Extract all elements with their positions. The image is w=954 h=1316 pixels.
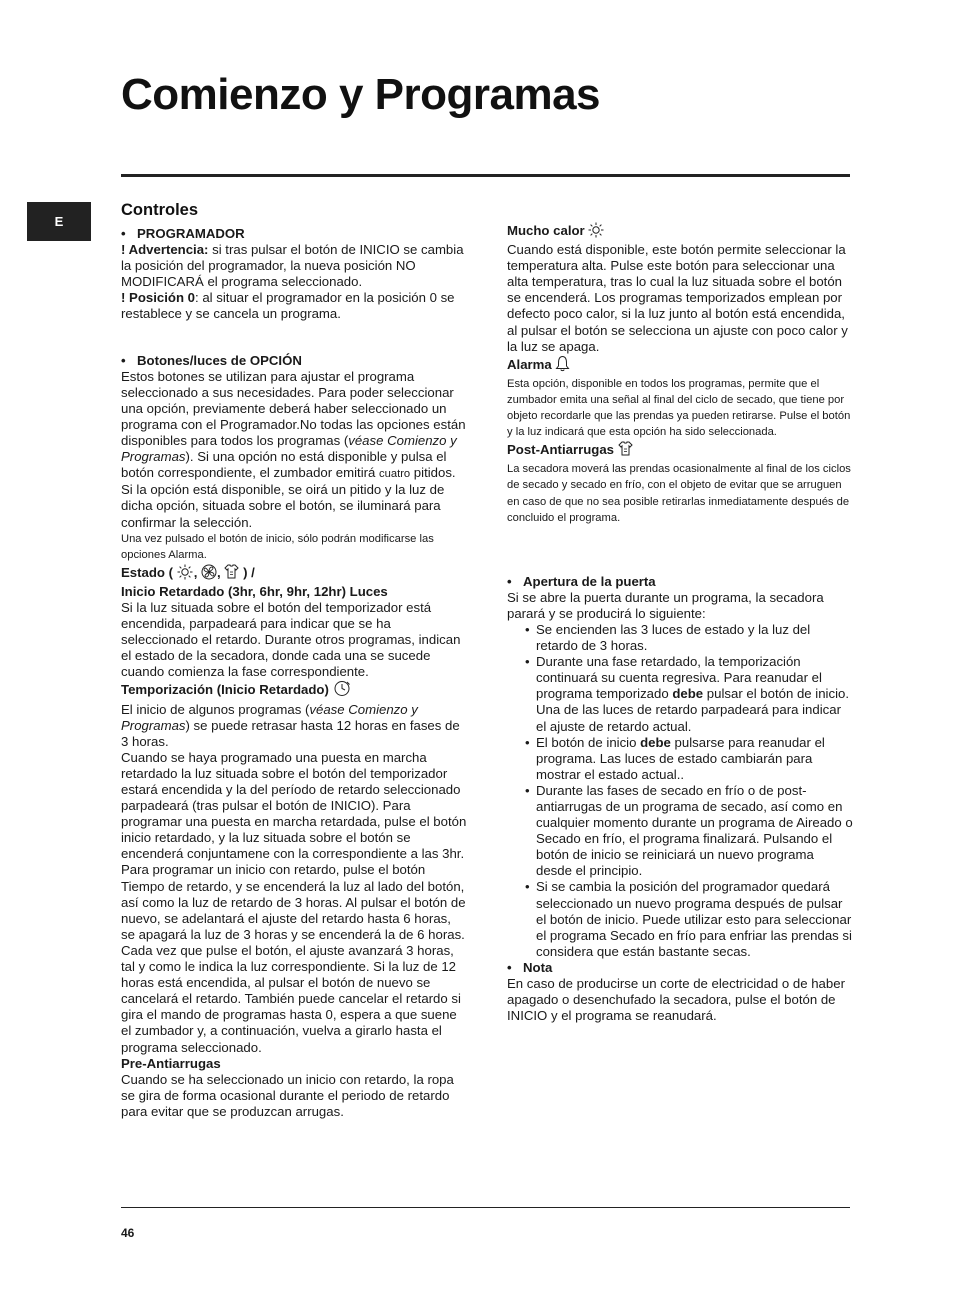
alarma-text: Esta opción, disponible en todos los programas, permite que el zumbador emita una señal al final del ciclo de secado, que tiene por objeto recordarle que las prendas ya pueden retirarse. Pulse el botón y la luz indicará que esta opción ha sido seleccionada. [507,377,851,439]
post-antiarrugas-label: Post-Antiarrugas [507,442,614,458]
estado-open: Estado ( [121,564,174,580]
temp-paragraph-1 [121,702,467,750]
nota-heading: • Nota [507,960,853,976]
mucho-calor-heading [507,222,853,242]
botones-note: Una vez pulsado el botón de inicio, sólo podrán modificarse las opciones Alarma. [121,532,434,561]
section-title: Controles [121,201,199,219]
top-divider [121,174,850,177]
temporizacion-heading [121,680,467,701]
list-item [507,735,853,783]
sun-icon [177,564,194,584]
list-item: • Se encienden las 3 luces de estado y la luz del retardo de 3 horas. [507,622,853,654]
botones-text-3: pitidos. Si la opción está disponible, se oirá un pitido y la luz de dicha opción, situada sobre el botón, se iluminará para confirmar la selección. [121,465,456,530]
estado-close: ) / [243,564,255,580]
posicion-text: : al situar el programador en la posición 0 se restablece y se cancela un programa. [121,290,455,322]
post-antiarrugas-heading [507,440,853,461]
pre-antiarrugas-heading: Pre-Antiarrugas [121,1055,221,1071]
apertura-list [507,622,853,960]
b3-text-b: pulsarse para reanudar el programa. Las luces de estado cambiarán para mostrar el estado actual.. [536,734,825,782]
sun-icon [588,222,605,242]
estado-heading [121,563,467,584]
programador-heading: • PROGRAMADOR [121,226,467,242]
language-tab: E [27,202,91,241]
b2-text-b: pulsar el botón de inicio. [703,686,850,702]
posicion-paragraph [121,290,467,322]
shirt-icon [618,440,633,461]
spacer [507,526,853,556]
bottom-divider [121,1207,850,1208]
posicion-label: ! Posición 0 [121,290,196,306]
apertura-heading: • Apertura de la puerta [507,574,853,590]
temp-text-1: El inicio de algunos programas ( [121,701,310,717]
advertencia-text: si tras pulsar el botón de INICIO se cambia la posición del programador, la nueva posición NO MODIFICARÁ el programa seleccionado. [121,242,464,290]
temp-text-2: ) se puede retrasar hasta 12 horas en fases de 3 horas. [121,717,460,749]
b3-bold: debe [640,734,671,750]
advertencia-label: ! Advertencia: [121,242,209,258]
left-column [121,226,467,1120]
mucho-calor-label: Mucho calor [507,223,585,238]
right-column [507,222,853,1024]
b2-text-a: Durante una fase retardado, la temporización continuará su cuenta regresiva. Para reanudar el programa temporizado [536,654,822,702]
estado-sep-2: , [217,564,221,580]
spacer [121,323,467,353]
botones-cuatro: cuatro [379,468,411,481]
apertura-text: Si se abre la puerta durante un programa, la secadora parará y se producirá lo siguiente: [507,589,824,621]
temporizacion-label: Temporización (Inicio Retardado) [121,682,329,698]
post-antiarrugas-text: La secadora moverá las prendas ocasionalmente al final de los ciclos de secado y secado en frío, con el objeto de evitar que se arruguen en caso de que no sea posible retirarlas inmediatamente después de concluido el programa. [507,463,851,524]
botones-heading: • Botones/luces de OPCIÓN [121,353,467,369]
alarma-heading [507,355,853,376]
bell-icon [555,355,570,376]
list-item: • Durante las fases de secado en frío o de post-antiarrugas de un programa de secado, así como en cualquier momento durante un programa de Aireado o Secado en frío, el programa finalizará. Pulsando el botón de inicio se reiniciará un nuevo programa desde el principio. [507,783,853,880]
retardado-heading: Inicio Retardado (3hr, 6hr, 9hr, 12hr) Luces [121,583,388,599]
nota-text: En caso de producirse un corte de electricidad o de haber apagado o desenchufado la secadora, pulse el botón de INICIO y el programa se reanudará. [507,976,845,1024]
botones-paragraph [121,369,467,531]
botones-text-2: ). Si una opción no está disponible y pulsa el botón correspondiente, el zumbador emitirá [121,449,447,481]
botones-italic: véase Comienzo y Programas [121,433,457,465]
estado-text: Si la luz situada sobre el botón del temporizador está encendida, parpadeará para indicar que se ha seleccionado el retardo. Durante otros programas, indican el estado de la secadora, donde cada una se sucede cuando comienza la fase correspondiente. [121,599,461,680]
list-item: • Si se cambia la posición del programador quedará seleccionado un nuevo programa después de pulsar el botón de inicio. Puede utilizar esto para seleccionar el programa Secado en frío para enfriar las prendas si considera que están bastante secas. [507,879,853,959]
pre-antiarrugas-text: Cuando se ha seleccionado un inicio con retardo, la ropa se gira de forma ocasional durante el periodo de retardo para evitar que se produzcan arrugas. [121,1071,454,1119]
b2-text-c: Una de las luces de retardo parpadeará para indicar el ajuste de retardo actual. [536,702,841,734]
list-item [507,654,853,734]
botones-text-1: Estos botones se utilizan para ajustar el programa seleccionado a sus necesidades. Para poder seleccionar una opción, previamente deberá haber seleccionado un programa con el Programador.No todas las opciones están disponibles para todos los programas ( [121,368,466,449]
page-title: Comienzo y Programas [121,70,601,119]
alarma-label: Alarma [507,356,552,372]
page-number: 46 [121,1226,135,1240]
spacer [507,556,853,574]
advertencia-paragraph [121,242,467,290]
clock-icon [333,680,351,701]
shirt-icon [224,563,239,584]
temp-italic: véase Comienzo y Programas [121,701,418,733]
mucho-calor-text: Cuando está disponible, este botón permite seleccionar la temperatura alta. Pulse este botón para seleccionar una alta temperatura, tras lo cual la luz situada sobre el botón se encenderá. Los programas temporizados emplean por defecto poco calor, si la luz junto al botón está encendida, al pulsar el botón se selecciona un ajuste con poco calor y la luz se apaga. [507,242,848,354]
b2-bold: debe [672,686,704,702]
estado-sep-1: , [193,564,198,580]
fan-icon [201,564,217,584]
b3-text-a: El botón de inicio [536,734,641,750]
temp-paragraph-2: Cuando se haya programado una puesta en marcha retardado la luz situada sobre el botón del temporizador estará encendida y la del período de retardo seleccionado parpadeará (tras pulsar el botón de INICIO). Para programar una puesta en marcha retardada, pulse el botón inicio retardado, y la luz situada sobre el botón se encenderá conjuntamene con la correspondiente a las 3hr. Para programar un inicio con retardo, pulse el botón Tiempo de retardo, y se encenderá la luz al lado del botón, así como la luz de retardo de 3 horas. Al pulsar el botón de nuevo, se adelantará el ajuste del retardo hasta 6 horas, se apagará la luz de 3 horas y se encenderá la de 6 horas. Cada vez que pulse el botón, el ajuste avanzará 3 horas, tal y como le indica la luz correspondiente. Si la luz de 12 horas está encendida, al pulsar el botón de nuevo se cancelará el retardo. También puede cancelar el retardo si gira el mando de programas hasta 0, espera a que suene el zumbador y, a continuación, vuelva a girarlo hasta el programa seleccionado. [121,749,467,1055]
